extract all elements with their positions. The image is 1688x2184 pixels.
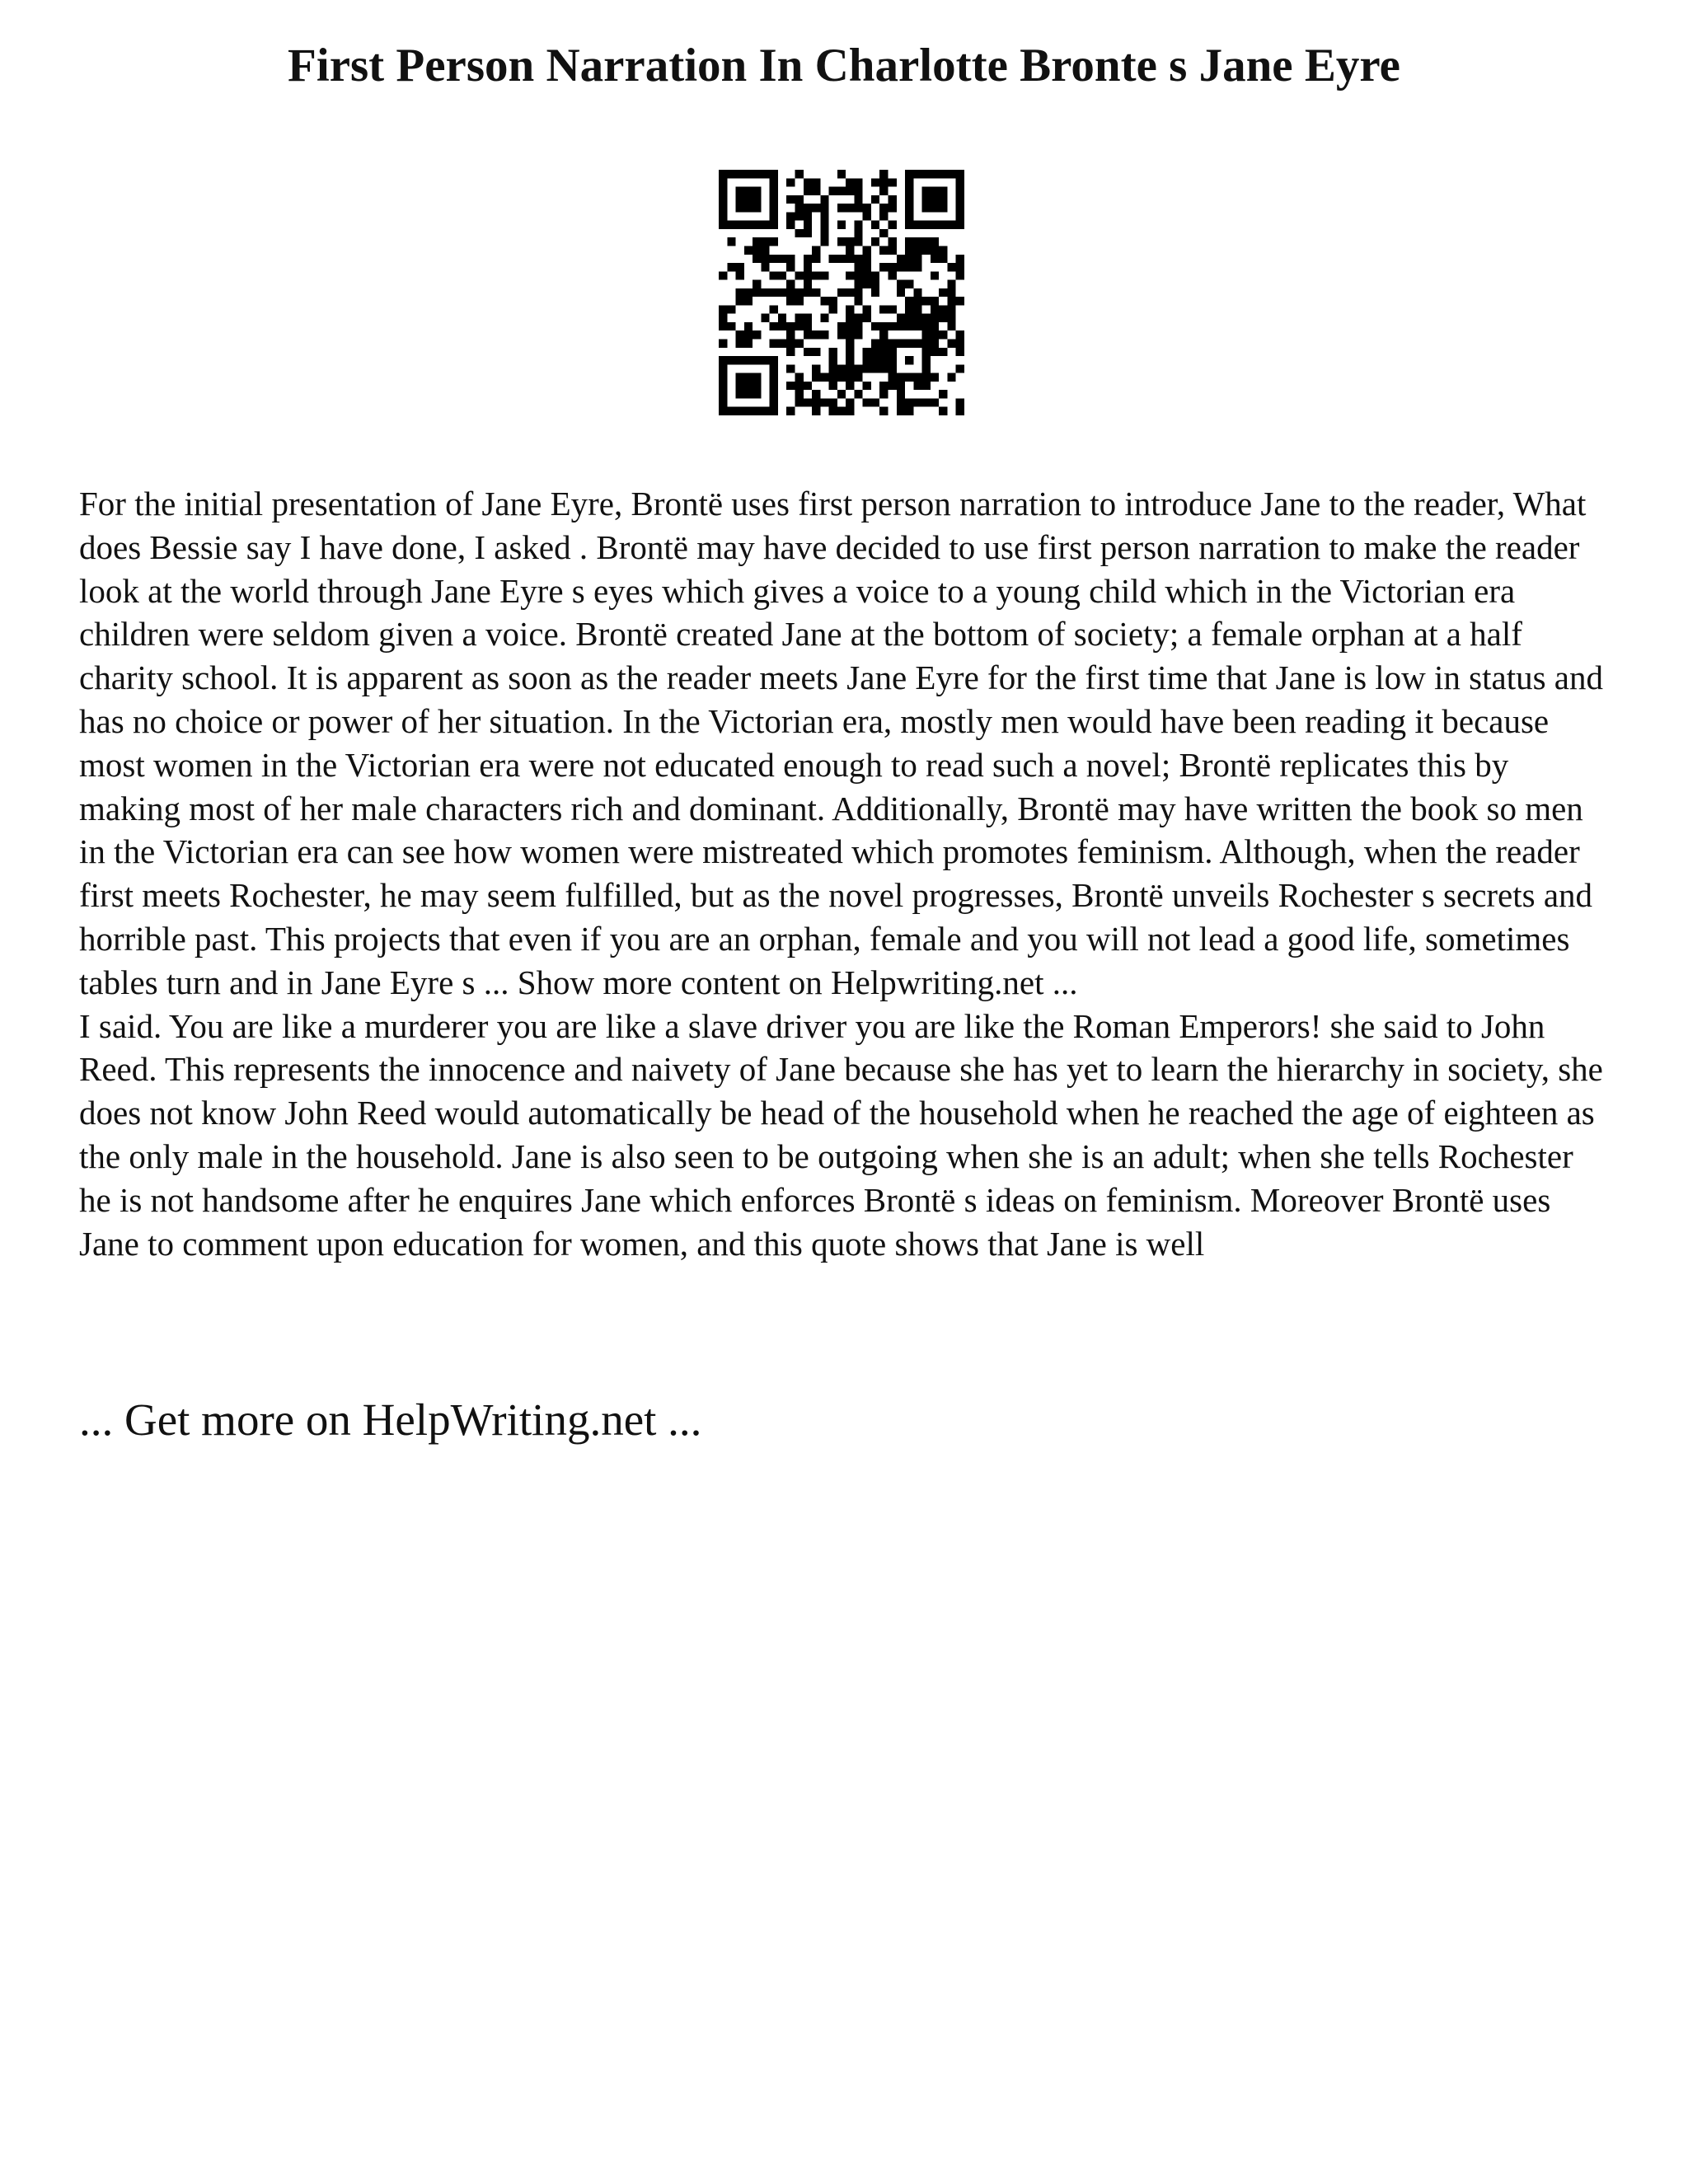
paragraph: I said. You are like a murderer you are like a slave driver you are like the Roman Emperors! she said to John Reed. This represents the innocence and naivety of Jane because she has yet to learn the hierarchy in society, she does not know John Reed would automatically be head of the household when he reached the age of eighteen as the only male in the household. Jane is also seen to be outgoing when she is an adult; when she tells Rochester he is not handsome after he enquires Jane which enforces Brontë s ideas on feminism. Moreover Brontë uses Jane to comment upon education for women, and this quote shows that Jane is well [79, 1006, 1603, 1263]
article-body [79, 482, 1612, 1265]
page-title: First Person Narration In Charlotte Bronte s Jane Eyre [288, 40, 1400, 91]
get-more-link[interactable]: ... Get more on HelpWriting.net ... [79, 1394, 702, 1445]
qr-code-icon [719, 170, 964, 415]
paragraph: For the initial presentation of Jane Eyre, Brontë uses first person narration to introduce Jane to the reader, What does Bessie say I have done, I asked . Brontë may have decided to use first person narration to make the reader look at the world through Jane Eyre s eyes which gives a voice to a young child which in the Victorian era children were seldom given a voice. Brontë created Jane at the bottom of society; a female orphan at a half charity school. It is apparent as soon as the reader meets Jane Eyre for the first time that Jane is low in status and has no choice or power of her situation. In the Victorian era, mostly men would have been reading it because most women in the Victorian era were not educated enough to read such a novel; Brontë replicates this by making most of her male characters rich and dominant. Additionally, Brontë may have written the book so men in the Victorian era can see how women were mistreated which promotes feminism. Although, when the reader first meets Rochester, he may seem fulfilled, but as the novel progresses, Brontë unveils Rochester s secrets and horrible past. This projects that even if you are an orphan, female and you will not lead a good life, sometimes tables turn and in Jane Eyre s ... Show more content on Helpwriting.net ... [79, 485, 1604, 1001]
